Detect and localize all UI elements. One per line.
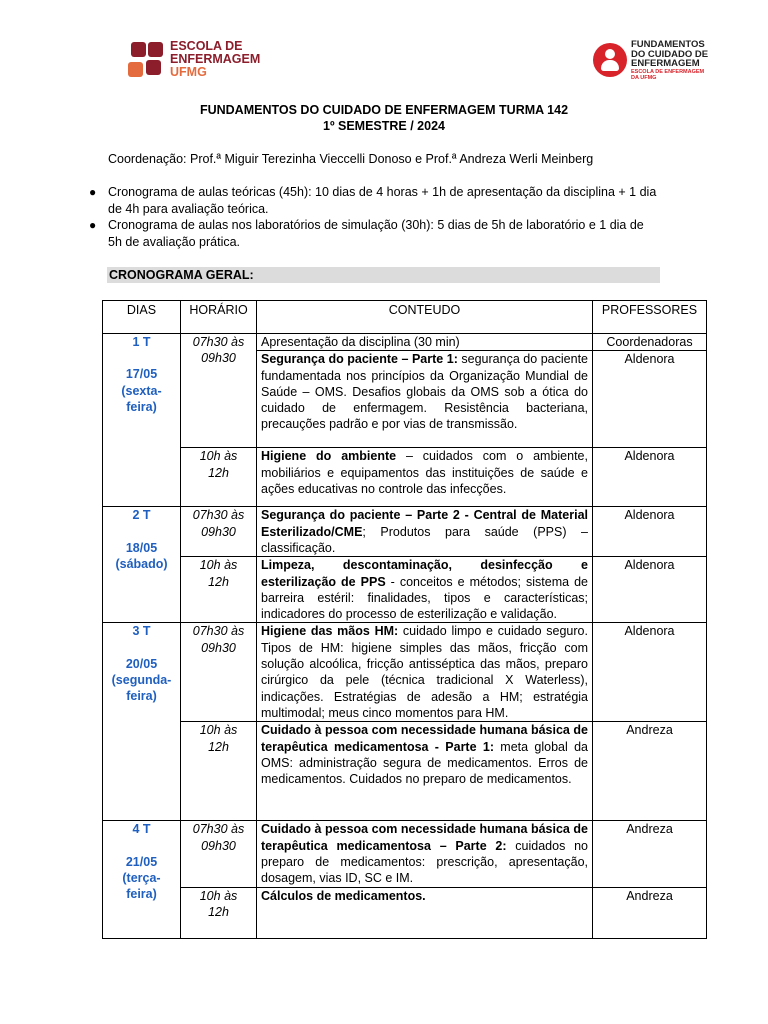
hour-cell: 10h às 12h [181,722,257,821]
table-row [103,623,707,722]
header-professores: PROFESSORES [593,301,707,334]
bullet-list [89,184,660,250]
schedule-table [102,300,707,939]
hour-cell: 10h às 12h [181,448,257,507]
document-subtitle: 1º SEMESTRE / 2024 [323,119,445,133]
content-cell: Segurança do paciente – Parte 2 - Central de Material Esterilizado/CME; Produtos para saúde (PPS) – classificação. [257,507,593,557]
table-row [103,507,707,557]
hour-cell: 07h30 às 09h30 [181,821,257,887]
professor-cell: Aldenora [593,507,707,557]
professor-cell: Andreza [593,821,707,887]
logo-right-line2: DO CUIDADO DE [631,48,709,60]
table-row [103,334,707,351]
day-cell: 2 T 18/05 (sábado) [103,507,181,623]
content-cell: Cuidado à pessoa com necessidade humana básica de terapêutica medicamentosa – Parte 2: cuidados no preparo de medicamentos: prescrição, apresentação, dosagem, vias ID, SC e IM. [257,821,593,887]
list-item: ● Cronograma de aulas teóricas (45h): 10 dias de 4 horas + 1h de apresentação da disciplina + 1 dia de 4h para avaliação teórica. [89,185,657,216]
content-cell: Cálculos de medicamentos. [257,887,593,938]
day-cell: 3 T 20/05 (segunda- feira) [103,623,181,821]
list-item: ● Cronograma de aulas nos laboratórios de simulação (30h): 5 dias de 5h de laboratório e 1 dia de 5h de avaliação prática. [89,218,644,249]
logo-squares-icon [128,42,164,78]
logo-right-line3: ENFERMAGEM [631,58,700,69]
header-horario: HORÁRIO [181,301,257,334]
table-row [103,887,707,938]
logo-left-line3: UFMG [170,65,207,79]
professor-cell: Aldenora [593,623,707,722]
professor-cell: Aldenora [593,557,707,623]
section-heading: CRONOGRAMA GERAL: [107,267,660,283]
table-row [103,448,707,507]
header-dias: DIAS [103,301,181,334]
document-title: FUNDAMENTOS DO CUIDADO DE ENFERMAGEM TURMA 142 [199,103,569,117]
content-cell: Higiene das mãos HM: cuidado limpo e cuidado seguro. Tipos de HM: higiene simples das mãos, fricção com solução alcoólica, fricção antisséptica das mãos, preparo cirúrgico da pele (técnica tradicional X Waterless), indicações. Estratégias de adesão a HM; estratégia multimodal; meus cinco momentos para HM. [257,623,593,722]
header-conteudo: CONTEUDO [257,301,593,334]
coordination-line: Coordenação: Prof.ª Miguir Terezinha Vieccelli Donoso e Prof.ª Andreza Werli Meinberg [108,152,594,166]
fundamentos-cuidado-logo [593,40,708,81]
logo-right-line1: FUNDAMENTOS [631,39,705,50]
logo-left-line2: ENFERMAGEM [170,52,261,66]
professor-cell: Aldenora [593,448,707,507]
hour-cell: 10h às 12h [181,557,257,623]
logo-right-line5: DA UFMG [631,74,657,81]
table-row [103,821,707,887]
professor-cell: Coordenadoras [593,334,707,351]
content-cell: Segurança do paciente – Parte 1: segurança do paciente fundamentada nos princípios da Organização Mundial de Saúde – OMS. Desafios globais da OMS sob a ótica do cuidado de enfermagem. Resistência bacteriana, precauções padrão e por vias de transmissão. [257,351,593,448]
content-cell: Higiene do ambiente – cuidados com o ambiente, mobiliários e equipamentos das instituições de saúde e ações educativas no controle das infecções. [257,448,593,507]
content-cell: Limpeza, descontaminação, desinfecção e esterilização de PPS - conceitos e métodos; sistema de barreira estéril: finalidades, tipos e características; indicadores do processo de esterilização e validação. [257,557,593,623]
day-cell: 4 T 21/05 (terça- feira) [103,821,181,938]
day-cell: 1 T 17/05 (sexta- feira) [103,334,181,507]
table-row [103,722,707,821]
bullet-icon: ● [89,185,97,199]
bullet-icon: ● [89,218,97,232]
table-row [103,557,707,623]
hour-cell: 07h30 às 09h30 [181,623,257,722]
professor-cell: Andreza [593,722,707,821]
logo-left-line1: ESCOLA DE [170,39,243,53]
content-cell: Cuidado à pessoa com necessidade humana básica de terapêutica medicamentosa - Parte 1: meta global da OMS: administração segura de medicamentos. Erros de medicamentos. Cuidados no preparo de medicamentos. [257,722,593,821]
professor-cell: Andreza [593,887,707,938]
table-header-row [103,301,707,334]
escola-enfermagem-logo [128,40,260,79]
hour-cell: 07h30 às 09h30 [181,334,257,448]
logo-right-line4: ESCOLA DE ENFERMAGEM [631,68,705,75]
professor-cell: Aldenora [593,351,707,448]
hour-cell: 07h30 às 09h30 [181,507,257,557]
hour-cell: 10h às 12h [181,887,257,938]
nurse-avatar-icon [593,43,627,77]
content-cell: Apresentação da disciplina (30 min) [257,334,593,351]
